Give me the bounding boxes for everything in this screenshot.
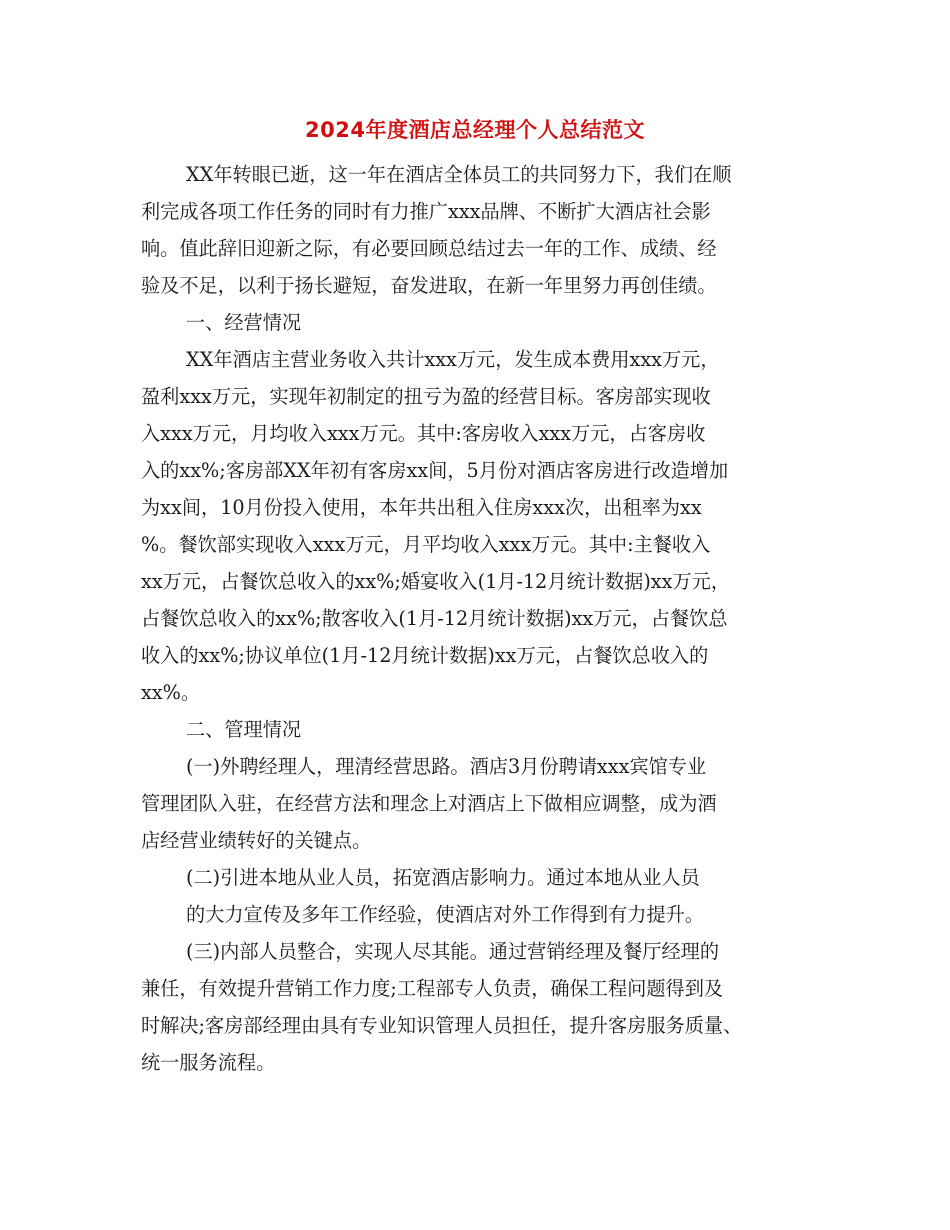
body-line: 管理团队入驻，在经营方法和理念上对酒店上下做相应调整，成为酒: [141, 792, 717, 815]
body-line: %。餐饮部实现收入xxx万元，月平均收入xxx万元。其中:主餐收入: [141, 533, 711, 556]
body-line: 验及不足，以利于扬长避短，奋发进取，在新一年里努力再创佳绩。: [141, 274, 717, 297]
body-line: xx万元，占餐饮总收入的xx%;婚宴收入(1月-12月统计数据)xx万元，: [141, 570, 731, 593]
body-line: 利完成各项工作任务的同时有力推广xxx品牌、不断扩大酒店社会影: [141, 200, 711, 223]
body-line: (一)外聘经理人，理清经营思路。酒店3月份聘请xxx宾馆专业: [186, 755, 707, 778]
body-line: 时解决;客房部经理由具有专业知识管理人员担任，提升客房服务质量、: [141, 1014, 743, 1037]
body-line: xx%。: [141, 681, 201, 704]
body-line: 收入的xx%;协议单位(1月-12月统计数据)xx万元，占餐饮总收入的: [141, 644, 709, 667]
body-line: (三)内部人员整合，实现人尽其能。通过营销经理及餐厅经理的: [186, 940, 720, 963]
body-line: (二)引进本地从业人员，拓宽酒店影响力。通过本地从业人员: [186, 866, 700, 889]
body-line: 入xxx万元，月均收入xxx万元。其中:客房收入xxx万元，占客房收: [141, 422, 706, 445]
body-line: 的大力宣传及多年工作经验，使酒店对外工作得到有力提升。: [186, 903, 705, 926]
body-line: 为xx间，10月份投入使用，本年共出租入住房xxx次，出租率为xx: [141, 496, 702, 519]
body-line: 盈利xxx万元，实现年初制定的扭亏为盈的经营目标。客房部实现收: [141, 385, 711, 408]
body-line: 店经营业绩转好的关键点。: [141, 829, 372, 852]
body-line: 占餐饮总收入的xx%;散客收入(1月-12月统计数据)xx万元，占餐饮总: [141, 607, 728, 630]
body-line: XX年酒店主营业务收入共计xxx万元，发生成本费用xxx万元，: [186, 348, 720, 371]
document-title: 2024年度酒店总经理个人总结范文: [305, 118, 645, 142]
body-line: 兼任，有效提升营销工作力度;工程部专人负责，确保工程问题得到及: [141, 977, 724, 1000]
body-line: 响。值此辞旧迎新之际，有必要回顾总结过去一年的工作、成绩、经: [141, 237, 717, 260]
section-heading: 二、管理情况: [186, 718, 302, 741]
body-line: 入的xx%;客房部XX年初有客房xx间，5月份对酒店客房进行改造增加: [141, 459, 729, 482]
body-line: 统一服务流程。: [141, 1051, 276, 1074]
section-heading: 一、经营情况: [186, 311, 302, 334]
body-line: XX年转眼已逝，这一年在酒店全体员工的共同努力下，我们在顺: [186, 163, 732, 186]
